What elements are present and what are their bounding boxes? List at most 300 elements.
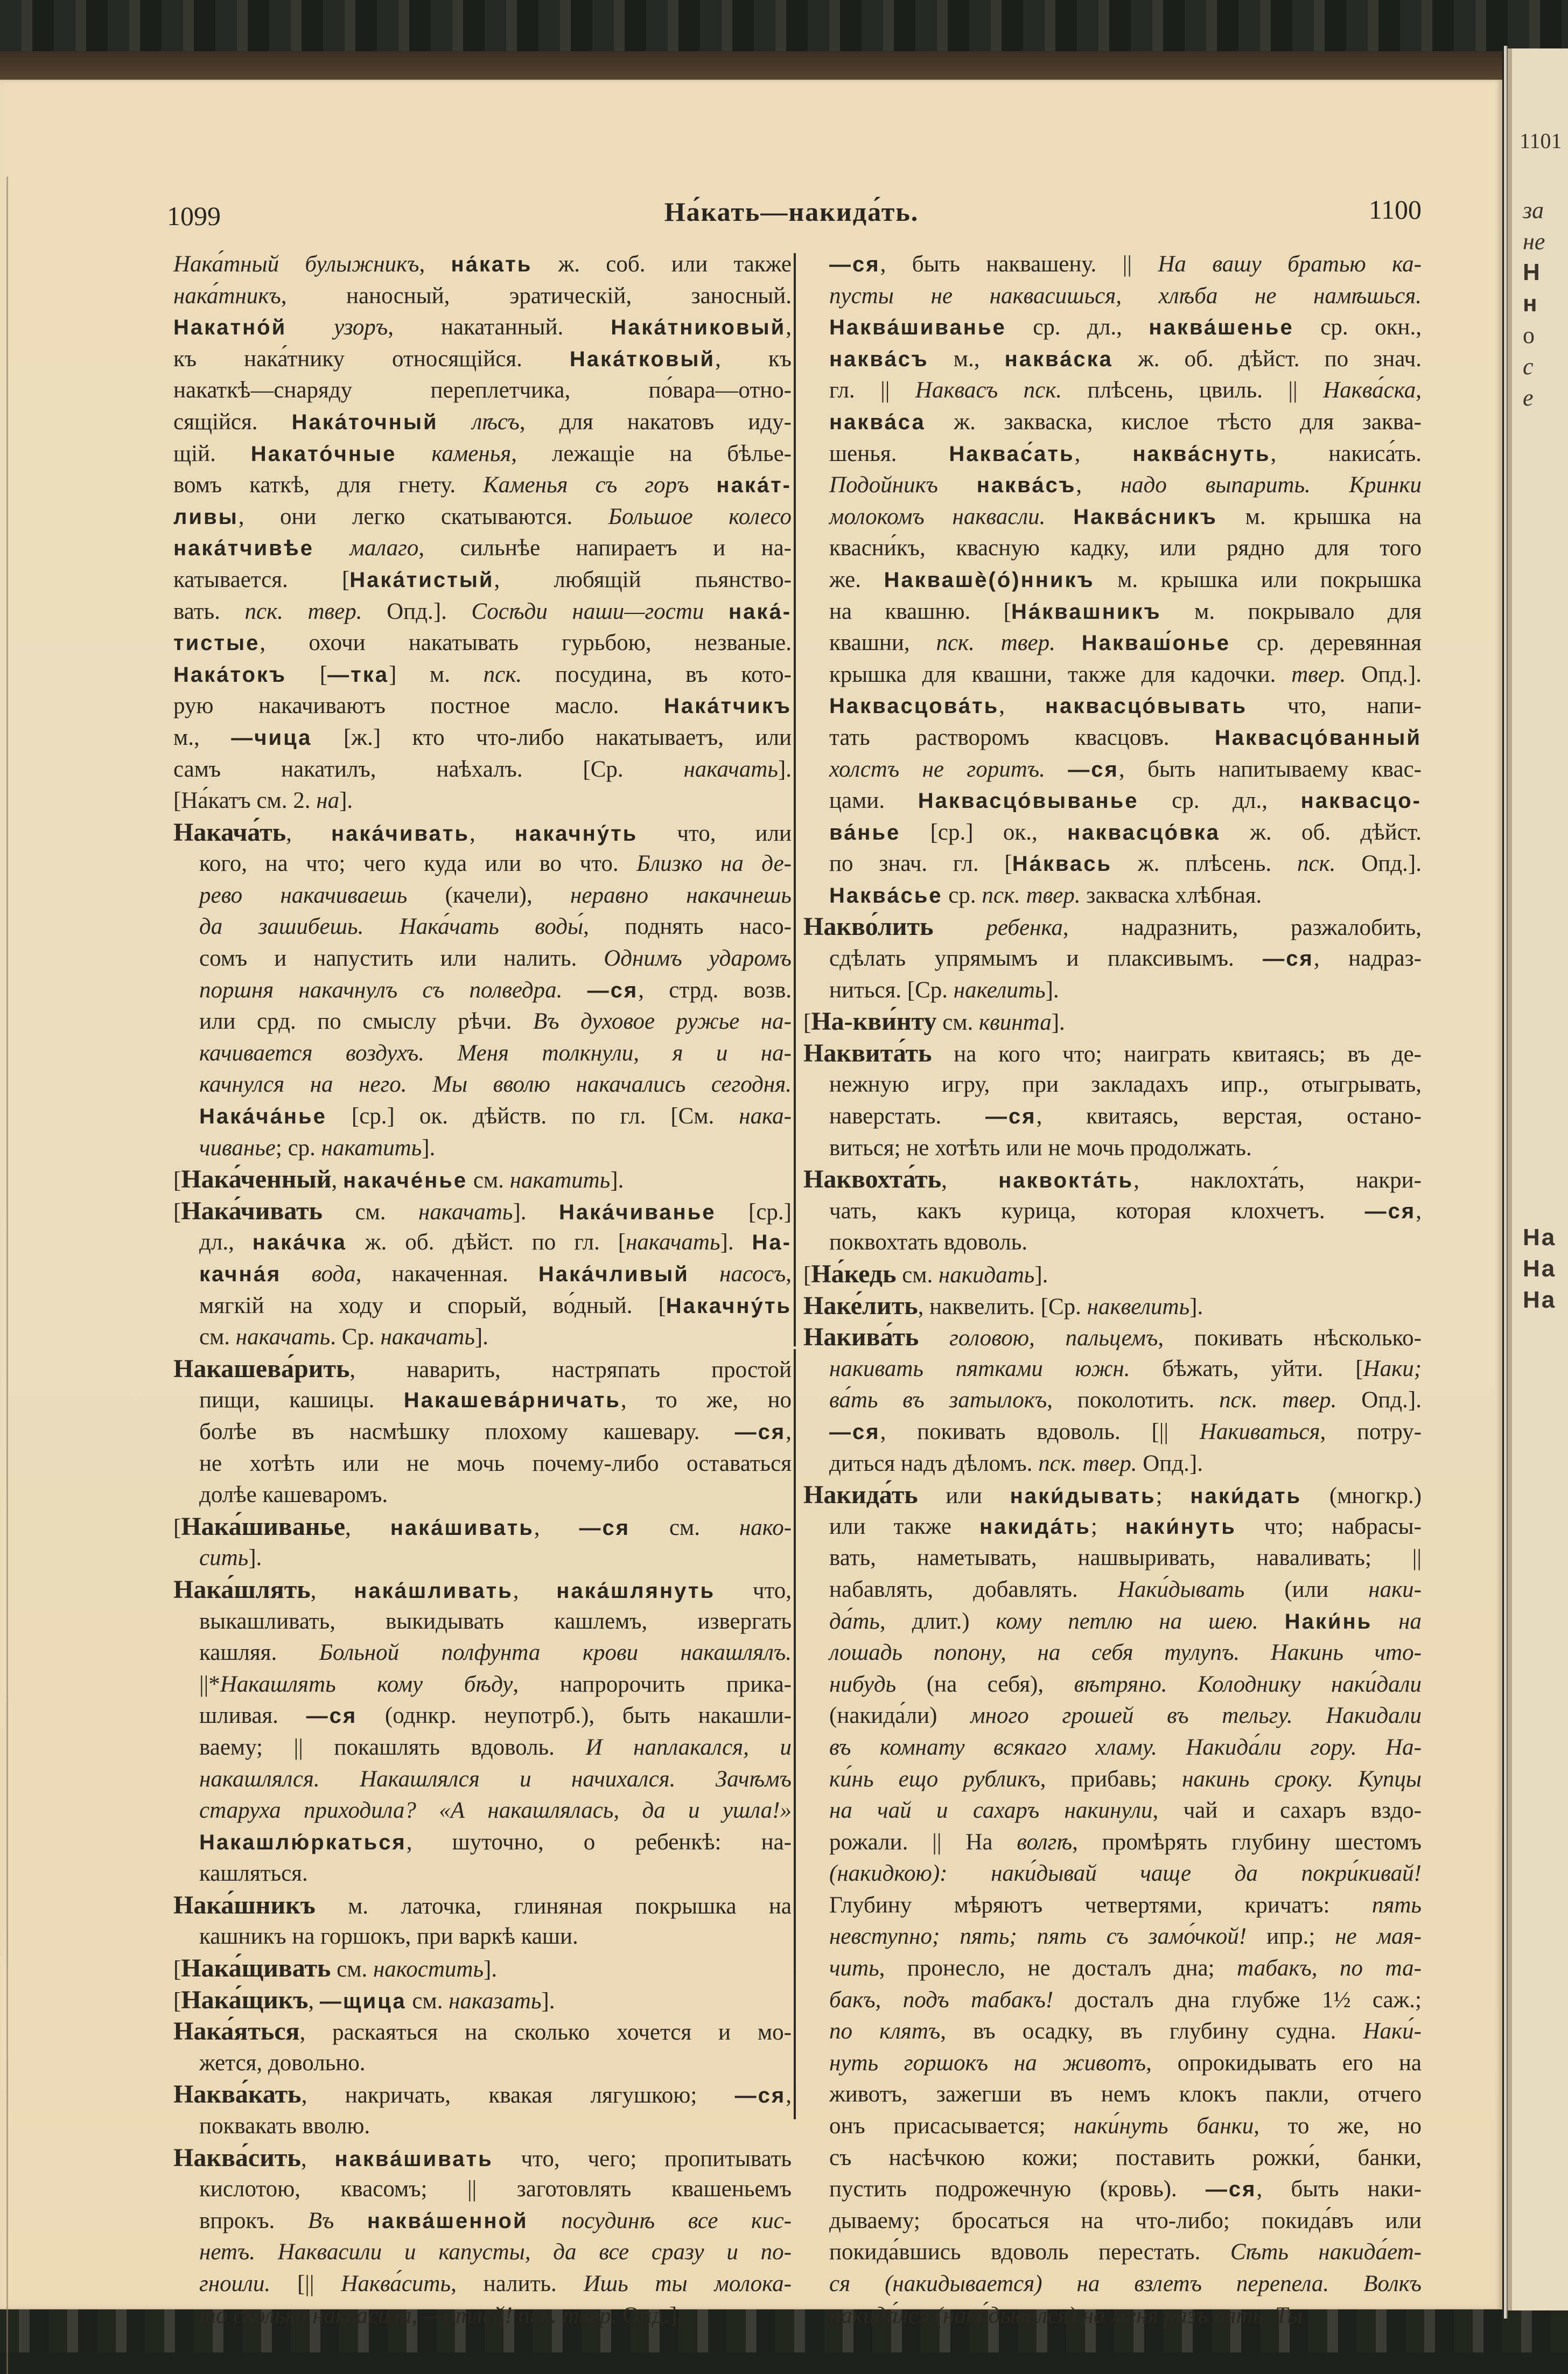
definition-text: , пронесло, не досталъ дна; xyxy=(879,1956,1237,1981)
italic-text: пск. твер. xyxy=(1038,1450,1137,1476)
dictionary-line xyxy=(803,2174,1422,2205)
italic-text: поршня накачнулъ съ полведра. xyxy=(199,977,563,1003)
dictionary-line xyxy=(173,2079,792,2111)
italic-text: малаго xyxy=(349,535,419,561)
headword: Наке́лить xyxy=(803,1291,918,1320)
dictionary-line xyxy=(803,281,1422,312)
dictionary-line xyxy=(173,1542,792,1574)
italic-text: Въ xyxy=(307,2208,334,2233)
adjacent-page-fragment: На xyxy=(1523,1287,1557,1313)
italic-text: Наки; xyxy=(1363,1356,1422,1381)
headword: Накашева́рить xyxy=(173,1354,350,1383)
headword: наква́съ xyxy=(976,473,1076,498)
dictionary-line xyxy=(803,1290,1422,1322)
italic-text: каменья xyxy=(431,441,512,466)
italic-text: Накашлять кому бѣду xyxy=(220,1671,513,1697)
headword: Наквита́ть xyxy=(803,1038,932,1067)
italic-text: наки- xyxy=(1368,1576,1422,1602)
column-divider xyxy=(794,253,796,1346)
dictionary-line xyxy=(803,407,1422,438)
definition-text: (многкр.) xyxy=(1301,1483,1422,1509)
dictionary-line xyxy=(803,1700,1422,1732)
italic-text: пск. твер. xyxy=(244,598,362,624)
italic-text: пск. xyxy=(1297,851,1336,877)
italic-text: Большое колесо xyxy=(608,504,792,529)
italic-text: накатить xyxy=(321,1135,422,1161)
definition-text: ]. xyxy=(610,1168,624,1193)
definition-text: вать. xyxy=(173,598,245,624)
dictionary-line xyxy=(803,1322,1422,1353)
italic-text: на чай и сахаръ накинули xyxy=(829,1798,1153,1824)
headword: накачну́ть xyxy=(514,821,638,846)
italic-text: посудинѣ все кис- xyxy=(561,2208,792,2233)
definition-text: вомъ каткѣ, для гнету. xyxy=(173,472,484,498)
definition-text xyxy=(689,472,716,498)
running-title: На́кать—накида́ть. xyxy=(664,197,919,227)
definition-text: крышка для квашни, также для кадочки. xyxy=(829,661,1292,687)
headword: накаче́нье xyxy=(343,1169,468,1193)
dictionary-line xyxy=(173,1101,792,1133)
definition-text: что, напи- xyxy=(1247,693,1422,719)
definition-text: см. xyxy=(630,1514,739,1540)
italic-text: квинта xyxy=(979,1010,1052,1036)
definition-text xyxy=(1043,1356,1075,1381)
headword: нака́- xyxy=(729,599,792,624)
italic-text: надо выпарить. Кринки xyxy=(1120,472,1422,498)
headword: Нака́яться xyxy=(173,2017,300,2046)
headword: Наква́сье xyxy=(829,883,943,907)
definition-text xyxy=(1055,630,1082,655)
headword: нака́шливать xyxy=(354,1579,513,1603)
headword: Нака́чиванье xyxy=(559,1200,716,1224)
definition-text: ипр.; xyxy=(1247,1924,1335,1950)
definition-text xyxy=(314,535,349,561)
definition-text: что, чего; пропитывать xyxy=(493,2146,792,2171)
dictionary-line xyxy=(803,722,1422,754)
dictionary-line xyxy=(803,249,1422,281)
headword: наки́нуть xyxy=(1125,1514,1236,1539)
definition-text: , xyxy=(999,693,1045,719)
definition-text xyxy=(438,409,472,435)
dictionary-line xyxy=(173,722,792,754)
headword: На-кви́нту xyxy=(811,1007,937,1036)
definition-text: ]. xyxy=(248,1545,262,1571)
definition-text: (накида́ли) xyxy=(829,1703,971,1729)
definition-text xyxy=(1372,1609,1398,1634)
dictionary-line xyxy=(173,1764,792,1796)
italic-text: ки́нь ещо рубликъ xyxy=(829,1766,1040,1792)
definition-text: цами. xyxy=(829,788,918,814)
headword: Наква́сникъ xyxy=(1073,505,1217,529)
headword: Нака́шникъ xyxy=(173,1890,316,1919)
italic-text: накидать xyxy=(939,1262,1035,1288)
dictionary-line xyxy=(173,407,792,438)
definition-text xyxy=(334,2208,367,2233)
italic-text: Подойникъ xyxy=(829,472,939,498)
italic-text: на xyxy=(1398,1608,1422,1634)
definition-text: сомъ и напустить или налить. xyxy=(199,946,604,972)
dictionary-line xyxy=(173,1227,792,1259)
definition-text: болѣе въ насмѣшку плохому кашевару. xyxy=(199,1419,735,1444)
dictionary-line xyxy=(173,533,792,564)
dictionary-line xyxy=(803,1953,1422,1985)
headword: Нака́ча́нье xyxy=(199,1105,327,1129)
dictionary-line xyxy=(173,2174,792,2205)
italic-text: Больной полфунта крови накашлялъ. xyxy=(319,1640,792,1666)
definition-text: или также xyxy=(829,1513,979,1539)
adjacent-page xyxy=(1508,48,1568,2310)
dictionary-line xyxy=(173,880,792,912)
italic-text: чить xyxy=(829,1956,879,1981)
definition-text: ж. об. дѣйст. xyxy=(1220,819,1422,845)
dictionary-line xyxy=(803,312,1422,344)
headword: На- xyxy=(752,1231,792,1255)
definition-text: кислотою, квасомъ; || заготовлять квашеньемъ xyxy=(199,2176,792,2202)
headword: наква́са xyxy=(829,410,926,434)
definition-text: что, xyxy=(715,1577,792,1603)
dictionary-line xyxy=(803,2016,1422,2048)
definition-text: , xyxy=(469,820,515,846)
definition-text: [ср.] ок. дѣйств. по гл. [См. xyxy=(326,1104,739,1129)
definition-text: ]. xyxy=(1034,1262,1048,1288)
definition-text: набавлять, добавлять. xyxy=(829,1576,1118,1602)
dictionary-line xyxy=(803,1606,1422,1638)
headword: Накача́ть xyxy=(173,818,286,847)
definition-text: мягкій на ходу и спорый, во́дный. [ xyxy=(199,1293,666,1318)
dictionary-line xyxy=(173,1196,792,1227)
definition-text: , охочи накатывать гурьбою, незваные. xyxy=(260,630,792,656)
definition-text: (качели), xyxy=(407,882,571,908)
definition-text: квасни́къ, квасную кадку, или рядно для того xyxy=(829,535,1422,561)
headword: наква́шенье xyxy=(1149,316,1294,340)
left-page-number: 1099 xyxy=(167,201,221,231)
dictionary-line xyxy=(173,1448,792,1480)
headword: Наква́шиванье xyxy=(829,316,1006,340)
italic-text: накида́лся (наки́дывался) на меня разъ пять. Ты xyxy=(829,2302,1303,2328)
definition-text: диться надъ дѣломъ. xyxy=(829,1450,1039,1476)
definition-text: , наклохта́ть, накри- xyxy=(1133,1168,1422,1193)
italic-text: Ишь ты молока- xyxy=(583,2271,792,2296)
definition-text xyxy=(513,2303,519,2328)
definition-text: [На́катъ см. 2. xyxy=(173,788,317,814)
dictionary-line xyxy=(803,2048,1422,2079)
dictionary-line xyxy=(173,1133,792,1164)
definition-text: [ xyxy=(173,1168,181,1193)
dictionary-line xyxy=(803,1259,1422,1290)
headword: нака́чка xyxy=(252,1231,347,1255)
dictionary-line xyxy=(173,1385,792,1416)
italic-text: рево накачиваешь xyxy=(199,882,408,908)
dictionary-line xyxy=(173,1290,792,1322)
dictionary-line xyxy=(803,1574,1422,1606)
headword: Наки́нь xyxy=(1284,1609,1373,1633)
dictionary-line xyxy=(173,312,792,344)
definition-text: , шуточно, о ребенкѣ: на- xyxy=(406,1829,792,1855)
italic-text: нака́тникъ xyxy=(173,283,281,309)
definition-text: , xyxy=(786,1419,792,1444)
dictionary-line xyxy=(803,2300,1422,2332)
headword: На́кедь xyxy=(811,1260,897,1288)
column-divider xyxy=(794,1349,796,2119)
italic-text: пять xyxy=(1371,1892,1422,1918)
definition-text: см. xyxy=(199,1324,236,1350)
italic-text: головою, пальцемъ xyxy=(949,1325,1158,1351)
dictionary-line xyxy=(173,1479,792,1511)
definition-text: ]. xyxy=(484,1957,498,1982)
definition-text: , раскаяться на сколько хочется и мо- xyxy=(299,2020,792,2045)
dictionary-line xyxy=(173,375,792,407)
definition-text: , любящій пьянство- xyxy=(494,567,792,592)
headword: нака́шивать xyxy=(390,1516,534,1540)
dictionary-line xyxy=(173,975,792,1007)
definition-text: , накричать, квакая лягушкою; xyxy=(301,2083,735,2108)
headword: Наквохта́ть xyxy=(803,1165,942,1194)
headword: наквасцо- xyxy=(1300,789,1422,813)
definition-text: (однкр. неупотрб.), быть накашли- xyxy=(357,1703,792,1729)
headword: Накива́ть xyxy=(803,1323,919,1352)
definition-text: , къ xyxy=(715,346,792,372)
dictionary-line xyxy=(173,1164,792,1196)
italic-text: Наква́сить xyxy=(341,2271,451,2296)
definition-text: тать растворомъ квасцовъ. xyxy=(829,724,1215,750)
dictionary-line xyxy=(803,1795,1422,1827)
definition-text: [ xyxy=(803,1010,811,1036)
italic-text: сить xyxy=(199,1545,249,1571)
dictionary-line xyxy=(173,501,792,533)
definition-text: животъ, зажегши въ немъ клокъ пакли, отчего xyxy=(829,2082,1422,2107)
definition-text: кого, на что; чего куда или во что. xyxy=(199,851,637,877)
italic-text: волгѣ xyxy=(1017,1829,1073,1855)
definition-text: на кого что; наиграть квитаясь; въ де- xyxy=(932,1041,1422,1067)
headword: —ся xyxy=(1263,947,1314,971)
definition-text: , то же, но xyxy=(620,1387,792,1413)
definition-text: ]. xyxy=(1051,1010,1065,1036)
definition-text: , xyxy=(534,1514,579,1540)
italic-text: накачать xyxy=(235,1324,331,1350)
headword: —тка xyxy=(327,662,389,687)
headword: нака́т- xyxy=(716,473,792,498)
headword: —ся xyxy=(579,1516,631,1540)
dictionary-line xyxy=(173,848,792,880)
definition-text: , напророчить прика- xyxy=(513,1671,792,1697)
adjacent-page-fragment: е xyxy=(1523,385,1534,411)
definition-text: , наносный, эратическій, заносный. xyxy=(281,283,792,309)
italic-text: нуть горшокъ на животъ xyxy=(829,2050,1146,2076)
headword: Наква́сить xyxy=(173,2143,301,2172)
italic-text: пск. твер. xyxy=(1219,1387,1337,1413)
definition-text: что; набрасы- xyxy=(1236,1513,1422,1539)
definition-text: на квашню. [ xyxy=(829,598,1011,624)
dictionary-line xyxy=(803,1353,1422,1385)
dictionary-line xyxy=(803,1133,1422,1164)
definition-text: [ xyxy=(173,1514,181,1540)
dictionary-line xyxy=(173,943,792,975)
definition-text: (или xyxy=(1244,1576,1369,1602)
dictionary-line xyxy=(173,785,792,817)
definition-text: что, или xyxy=(638,820,792,846)
definition-text: сдѣлать упрямымъ и плаксивымъ. xyxy=(829,946,1263,972)
definition-text: , въ осадку, въ глубину судна. xyxy=(940,2019,1363,2044)
italic-text: нибудь xyxy=(829,1671,897,1697)
italic-text: на xyxy=(316,788,340,814)
definition-text: досталъ дна глубже 1½ саж.; xyxy=(1053,1987,1422,2013)
headword: Нака́чивать xyxy=(181,1196,323,1225)
definition-text: ; xyxy=(1156,1483,1191,1509)
definition-text: , то же, но xyxy=(1254,2113,1422,2139)
headword: На́квась xyxy=(1012,852,1112,876)
dictionary-line xyxy=(803,1101,1422,1133)
headword: Накашева́рничать xyxy=(403,1388,621,1413)
definition-text: см. xyxy=(406,1988,449,2014)
definition-text: съ насѣчкою кожи; поставить рожки́, банки, xyxy=(829,2145,1422,2170)
dictionary-line xyxy=(803,627,1422,659)
italic-text: холстъ не горитъ. xyxy=(829,756,1045,782)
definition-text: закваска хлѣбная. xyxy=(1080,882,1262,908)
adjacent-page-fragment: н xyxy=(1523,290,1539,317)
definition-text: Опд.]. xyxy=(362,598,472,624)
definition-text: [ xyxy=(803,1262,811,1288)
definition-text: , быть наки- xyxy=(1256,2176,1422,2202)
headword: нака́шлянуть xyxy=(556,1579,716,1603)
italic-text: наки́нуть банки xyxy=(1074,2113,1254,2139)
italic-text: Сѣть накида́ет- xyxy=(1230,2239,1422,2265)
definition-text: кашникъ на горшокъ, при варкѣ каши. xyxy=(199,1924,578,1950)
definition-text: ср. деревянная xyxy=(1230,630,1422,656)
headword: Нака́токъ xyxy=(173,662,287,687)
adjacent-page-fragment: На xyxy=(1523,1224,1557,1251)
italic-text: наквелить xyxy=(1087,1294,1190,1319)
definition-text: , xyxy=(345,1514,390,1540)
headword: Нака́щикъ xyxy=(181,1985,309,2014)
definition-text: гл. || xyxy=(829,378,915,403)
headword: —ся xyxy=(587,978,639,1002)
adjacent-page-number: 1101 xyxy=(1520,129,1562,153)
right-page-number: 1100 xyxy=(1368,194,1422,225)
definition-text: ||* xyxy=(199,1671,220,1697)
definition-text: ваему; || покашлять вдоволь. xyxy=(199,1734,586,1760)
dictionary-line xyxy=(173,2142,792,2174)
headword: —ся xyxy=(829,1420,880,1444)
dictionary-line xyxy=(173,2268,792,2300)
definition-text: ж. об. дѣйст. по гл. [ xyxy=(346,1230,626,1255)
headword: накида́ть xyxy=(979,1514,1091,1539)
headword: наква́шивать xyxy=(334,2147,493,2171)
definition-text: , для накатовъ иду- xyxy=(519,409,792,435)
dictionary-line xyxy=(173,754,792,786)
dictionary-line xyxy=(173,1069,792,1101)
dictionary-line xyxy=(803,659,1422,691)
headword: наква́ска xyxy=(1004,347,1113,371)
dictionary-line xyxy=(173,1669,792,1701)
dictionary-line xyxy=(803,375,1422,407)
definition-text: , накиса́ть. xyxy=(1270,441,1422,466)
italic-text: кому петлю на шею. xyxy=(996,1608,1258,1634)
definition-text: квашни, xyxy=(829,630,936,656)
definition-text: катывается. [ xyxy=(173,567,350,592)
definition-text: , налить. xyxy=(451,2271,584,2296)
definition-text xyxy=(1045,757,1068,782)
definition-text: , накаченная. xyxy=(355,1261,538,1287)
dictionary-line xyxy=(803,2237,1422,2268)
headword: —ся xyxy=(829,253,880,276)
dictionary-line xyxy=(803,1448,1422,1480)
dictionary-line xyxy=(173,1985,792,2016)
dictionary-line xyxy=(803,1479,1422,1511)
definition-text: , поднять насо- xyxy=(583,914,792,940)
italic-text: по клятъ xyxy=(829,2019,941,2044)
definition-text: , сильнѣе напираетъ и на- xyxy=(418,535,792,561)
definition-text xyxy=(1258,1609,1285,1634)
dictionary-line xyxy=(173,1827,792,1859)
dictionary-line xyxy=(173,1637,792,1669)
italic-text: лѣсъ xyxy=(472,409,520,435)
dictionary-line xyxy=(803,1385,1422,1416)
italic-text: Въ духовое ружье на- xyxy=(533,1009,792,1035)
dictionary-line xyxy=(173,1858,792,1890)
dictionary-line xyxy=(803,1732,1422,1764)
definition-text: Опд.]. xyxy=(1346,661,1422,687)
italic-text: нетъ. Наквасили и капусты, да все сразу и по- xyxy=(199,2239,792,2265)
definition-text: , надраз- xyxy=(1313,946,1422,972)
italic-text: бакъ, подъ табакъ! xyxy=(829,1987,1054,2013)
italic-text: (накидкою): наки́дывай чаще да покри́кивай! xyxy=(829,1861,1422,1887)
definition-text xyxy=(704,599,729,624)
italic-text: Наква́ска xyxy=(1323,378,1416,403)
headword: На́квашникъ xyxy=(1011,599,1161,624)
dictionary-line xyxy=(173,1795,792,1827)
dictionary-line xyxy=(173,627,792,659)
definition-text: нежную игру, при закладахъ ипр., отыгрывать, xyxy=(829,1072,1422,1098)
italic-text: гноили. xyxy=(199,2271,271,2296)
definition-text: щій. xyxy=(173,441,251,466)
definition-text: ж. закваска, кислое тѣсто для заква- xyxy=(925,409,1422,435)
definition-text: [ xyxy=(173,1199,181,1225)
definition-text: см. xyxy=(323,1199,419,1225)
italic-text: невступно; пять; пять съ замо́чкой! xyxy=(829,1924,1247,1950)
headword: наки́дать xyxy=(1190,1484,1302,1509)
definition-text: , прибавь; xyxy=(1040,1766,1182,1792)
italic-text: Наквасъ пск. xyxy=(915,378,1062,403)
headword: —ся xyxy=(985,1105,1037,1129)
italic-text: качивается воздухъ. Меня толкнули, я и на- xyxy=(199,1040,792,1066)
definition-text: ]. xyxy=(720,1230,752,1255)
dictionary-line xyxy=(173,1353,792,1385)
dictionary-line xyxy=(803,785,1422,817)
italic-text: накачать xyxy=(380,1324,475,1350)
headword: ва́нье xyxy=(829,820,901,844)
definition-text xyxy=(528,2208,562,2233)
definition-text: , быть наквашену. || xyxy=(880,252,1158,277)
definition-text: ]. xyxy=(422,1135,436,1161)
italic-text: Наки́дывать xyxy=(1117,1576,1245,1602)
adjacent-page-fragment: за xyxy=(1523,197,1544,224)
italic-text: ва́ть въ затылокъ xyxy=(829,1387,1047,1413)
definition-text: дл., xyxy=(199,1230,253,1255)
italic-text: пск. твер. xyxy=(518,2302,617,2328)
dictionary-line xyxy=(173,2300,792,2332)
definition-text: , покивать нѣсколько- xyxy=(1158,1325,1422,1351)
definition-text xyxy=(1045,504,1073,529)
headword: Наквасцова́ть xyxy=(829,694,999,718)
italic-text: пусты не наквасишься, хлѣба не намѣшься. xyxy=(829,283,1422,309)
italic-text: чиванье xyxy=(199,1135,276,1161)
definition-text: накаткѣ—снаряду переплетчика, по́вара—отно- xyxy=(173,378,792,403)
definition-text: ]. xyxy=(339,788,353,814)
headword: Наквасцо́ванный xyxy=(1214,725,1422,750)
dictionary-line xyxy=(803,1669,1422,1701)
italic-text: вода xyxy=(311,1261,356,1287)
definition-text: рую накачиваютъ постное масло. xyxy=(173,693,664,719)
